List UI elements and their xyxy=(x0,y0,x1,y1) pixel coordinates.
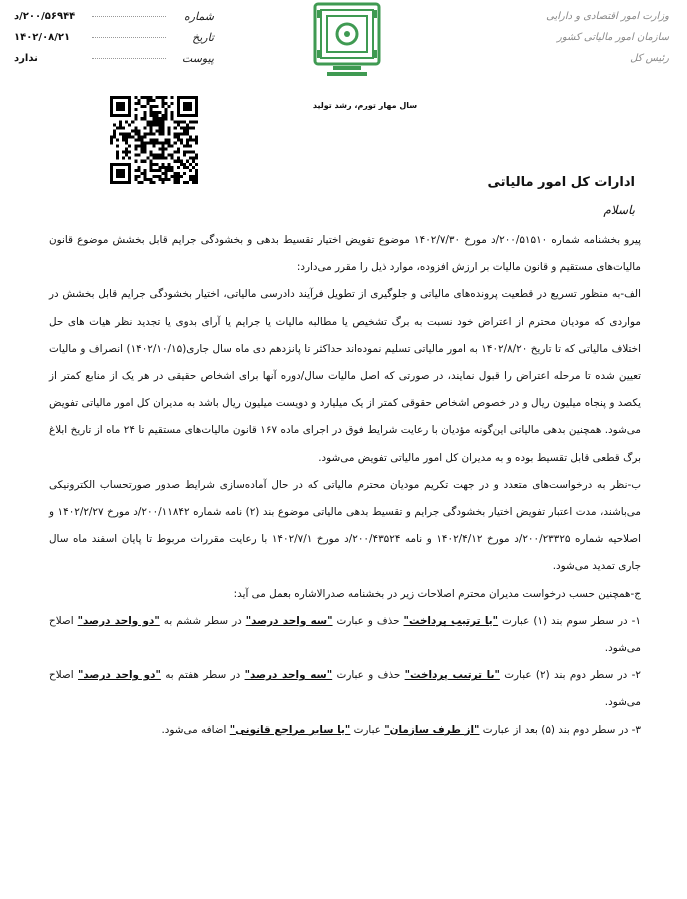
amendment-item-2 xyxy=(49,662,641,716)
recipient: ادارات کل امور مالیاتی xyxy=(487,175,635,190)
letter-number-row xyxy=(14,6,214,27)
intro-paragraph: پیرو بخشنامه شماره ۲۰۰/۵۱۵۱۰/د مورخ ۱۴۰۲/۷/۳۰ موضوع تفویض اختیار تقسیط بدهی و بخشودگی جرایم قابل بخشش موضوع قانون مالیات‌های مستقیم و قانون مالیات بر ارزش افزوده، موارد ذیل را مقرر می‌دارد: xyxy=(49,234,641,274)
number-label: شماره xyxy=(183,10,214,23)
letter-date-row xyxy=(14,27,214,48)
letter-attachment-row xyxy=(14,48,214,69)
dotted-line xyxy=(92,16,166,17)
letter-body xyxy=(49,227,641,744)
item-text: ۳- در سطر دوم بند (۵) بعد از عبارت xyxy=(479,723,641,736)
year-slogan: سال مهار تورم، رشد تولید xyxy=(312,101,418,110)
paragraph-c: ج-همچنین حسب درخواست مدیران محترم اصلاحات زیر در بخشنامه صدرالاشاره بعمل می آید: xyxy=(233,587,641,600)
dotted-line xyxy=(92,58,166,59)
amendment-item-1 xyxy=(49,608,641,662)
item-text: ۱- در سطر سوم بند (۱) عبارت xyxy=(498,614,641,627)
qr-code-icon xyxy=(110,96,198,184)
item-text: ۲- در سطر دوم بند (۲) عبارت xyxy=(499,669,642,682)
quoted-phrase: "یا ترتیب پرداخت" xyxy=(403,614,499,627)
item-text: در سطر هفتم به xyxy=(160,669,245,682)
dotted-line xyxy=(92,37,166,38)
paragraph-a: الف-به منظور تسریع در قطعیت پرونده‌های مالیاتی و جلوگیری از تطویل فرآیند دادرسی مالیاتی، اختیار بخشودگی جرایم قابل بخشش در مواردی که مودیان محترم از اعتراض خود نسبت به برگ تشخیص یا مطالبه مالیات یا جرایم یا آرای بدوی یا تجدید نظر هیات های حل اختلاف مالیاتی که تا تاریخ ۱۴۰۲/۸/۲۰ به امور مالیاتی تسلیم نموده‌اند حداکثر تا پانزدهم دی ماه سال جاری(۱۴۰۲/۱۰/۱۵) انصراف و مالیات تعیین شده تا مرحله اعتراض را قبول نمایند، در صورتی که اصل مالیات سال/دوره آنها برای اشخاص حقیقی در هر یک از منابع کمتر از یکصد و پنجاه میلیون ریال و در خصوص اشخاص حقوقی کمتر از یک میلیارد و دویست میلیون ریال باشد به مدیران کل امور مالیاتی تفویض می‌شود. همچنین بدهی مالیاتی این‌گونه مؤدیان با رعایت شرایط فوق در اجرای ماده ۱۶۷ قانون مالیات‌های مستقیم تا ۲۴ ماه از تاریخ ابلاغ برگ قطعی قابل تقسیط بوده و به مدیران کل امور مالیاتی تفویض می‌شود. xyxy=(49,288,641,464)
quoted-phrase: "دو واحد درصد" xyxy=(78,669,161,682)
paragraph-b: ب-نظر به درخواست‌های متعدد و در جهت تکریم مودیان محترم مالیاتی که در حال آماده‌سازی شرایط صدور صورتحساب الکترونیکی می‌باشند، مدت اعتبار تفویض اختیار بخشودگی جرایم و تقسیط بدهی مالیاتی موضوع بند (۲) نامه شماره ۲۰۰/۱۱۸۴۲/د مورخ ۱۴۰۲/۲/۲۷ و اصلاحیه شماره ۲۰۰/۲۳۳۲۵/د مورخ ۱۴۰۲/۴/۱۲ و نامه ۲۰۰/۴۳۵۲۴/د مورخ ۱۴۰۲/۷/۱ با رعایت مقررات مربوط تا پایان اسفند ماه سال جاری تمدید می‌شود. xyxy=(49,478,641,573)
item-text: عبارت xyxy=(350,723,385,736)
amendment-item-3 xyxy=(49,717,641,744)
tax-organization-emblem-icon xyxy=(313,2,381,78)
quoted-phrase: "یا سایر مراجع قانونی" xyxy=(229,723,351,736)
sender-title: رئیس کل xyxy=(630,53,669,64)
quoted-phrase: "یا ترتیب پرداخت" xyxy=(404,669,500,682)
item-text: حذف و عبارت xyxy=(332,669,405,682)
letter-number: ۲۰۰/۵۶۹۴۴/د xyxy=(14,11,76,22)
letter-date: ۱۴۰۲/۰۸/۲۱ xyxy=(14,32,71,43)
attachment-label: پیوست xyxy=(181,52,214,65)
letter-attachment: ندارد xyxy=(14,53,38,64)
organization-header xyxy=(509,6,669,69)
quoted-phrase: "سه واحد درصد" xyxy=(244,669,333,682)
letter-metadata xyxy=(14,6,214,69)
quoted-phrase: "دو واحد درصد" xyxy=(77,614,160,627)
quoted-phrase: "از طرف سازمان" xyxy=(384,723,480,736)
item-text: در سطر ششم به xyxy=(159,614,246,627)
item-text: حذف و عبارت xyxy=(332,614,404,627)
organization-name: سازمان امور مالیاتی کشور xyxy=(557,32,669,43)
item-text: اضافه می‌شود. xyxy=(161,723,230,736)
greeting: باسلام xyxy=(603,203,635,217)
item-text: اصلاح می‌شود. xyxy=(49,669,641,709)
date-label: تاریخ xyxy=(192,31,214,44)
quoted-phrase: "سه واحد درصد" xyxy=(245,614,333,627)
item-text: اصلاح می‌شود. xyxy=(49,614,641,655)
ministry-name: وزارت امور اقتصادی و دارایی xyxy=(546,11,669,22)
